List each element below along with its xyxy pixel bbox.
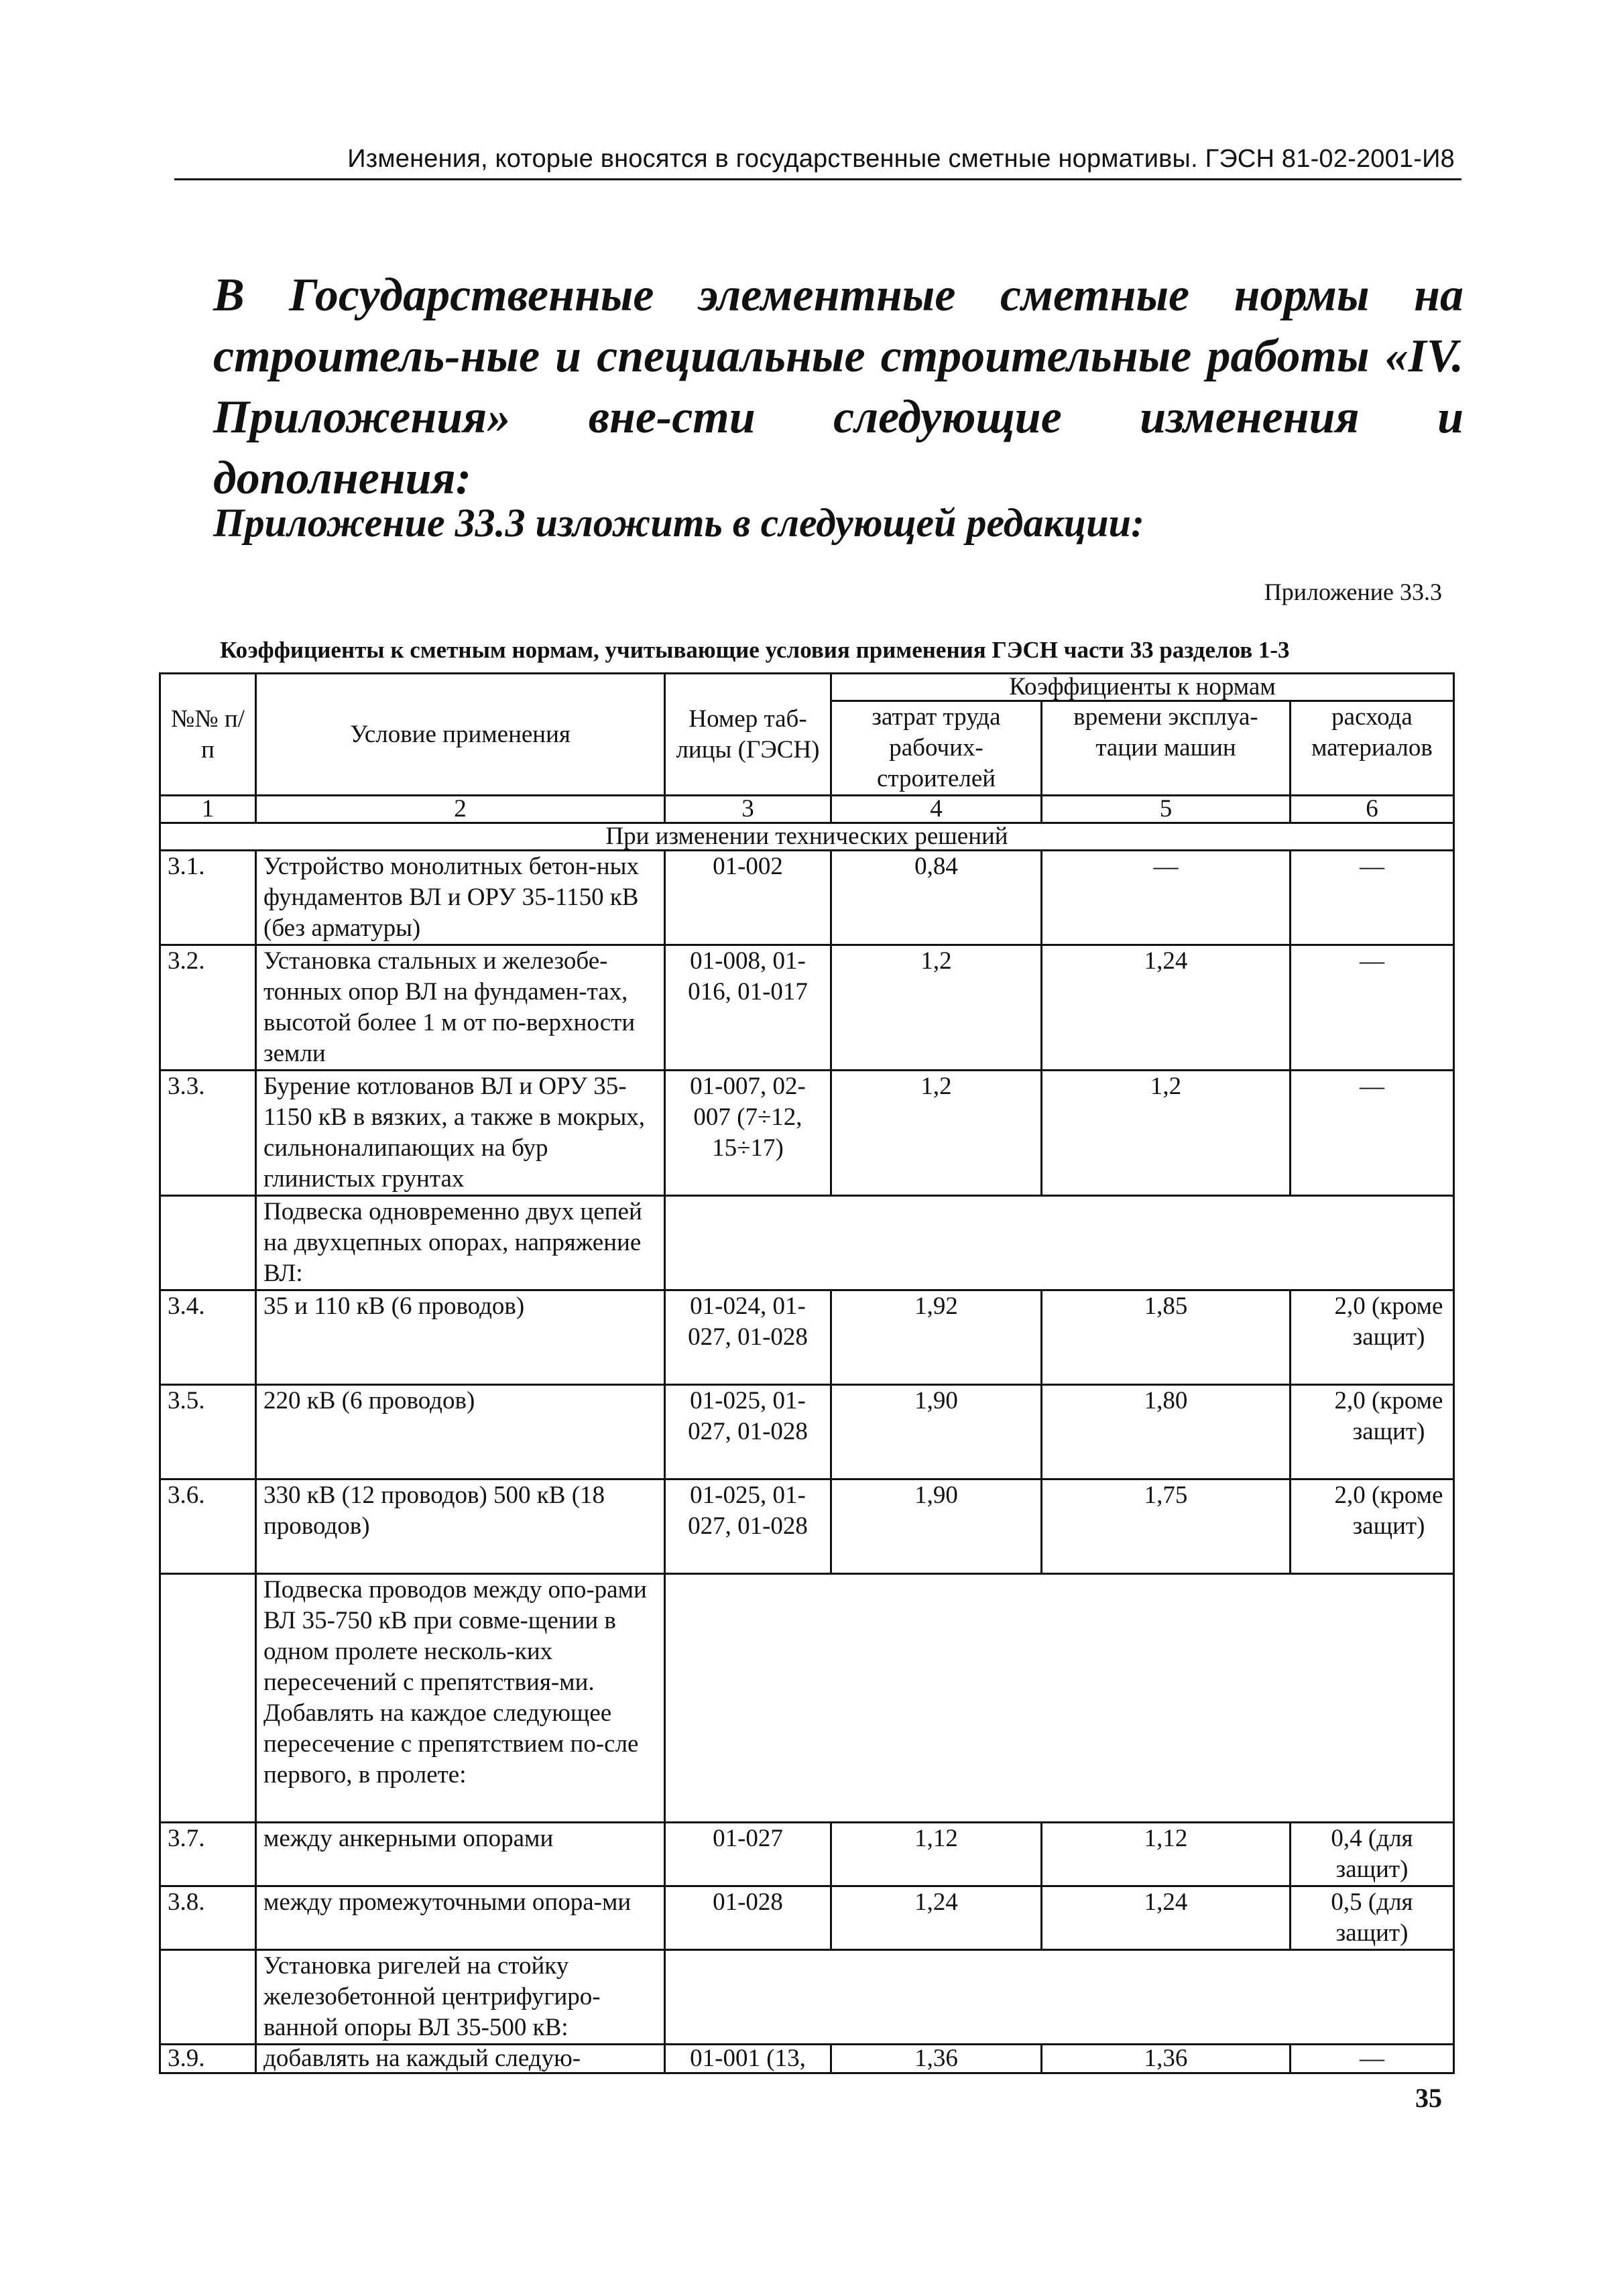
row-machines: 1,24 — [1042, 945, 1291, 1071]
row-machines: — — [1042, 851, 1291, 945]
group-empty — [665, 1574, 1454, 1823]
table-row — [160, 851, 1454, 945]
row-labor: 1,90 — [831, 1385, 1042, 1479]
group-num — [160, 1950, 256, 2045]
table-row — [160, 1385, 1454, 1479]
header-labor: затрат труда рабочих-строителей — [831, 701, 1042, 796]
row-machines: 1,12 — [1042, 1823, 1291, 1886]
row-machines: 1,24 — [1042, 1886, 1291, 1950]
header-materials: расхода материалов — [1291, 701, 1454, 796]
running-header-text: Изменения, которые вносятся в государственные сметные нормативы. ГЭСН 81-02-2001-И8 — [347, 145, 1455, 173]
row-num: 3.3. — [160, 1071, 256, 1196]
row-labor: 1,36 — [831, 2045, 1042, 2073]
header-machines: времени эксплуа-тации машин — [1042, 701, 1291, 796]
running-header — [174, 139, 1461, 180]
row-labor: 1,2 — [831, 945, 1042, 1071]
row-num: 3.9. — [160, 2045, 256, 2073]
row-materials: — — [1291, 1071, 1454, 1196]
row-condition: Бурение котлованов ВЛ и ОРУ 35-1150 кВ в вязких, а также в мокрых, сильноналипающих на бур глинистых грунтах — [256, 1071, 665, 1196]
row-condition: Устройство монолитных бетон-ных фундаментов ВЛ и ОРУ 35-1150 кВ (без арматуры) — [256, 851, 665, 945]
group-num — [160, 1196, 256, 1290]
row-labor: 1,24 — [831, 1886, 1042, 1950]
row-materials: 0,4 (для защит) — [1291, 1823, 1454, 1886]
group-empty — [665, 1950, 1454, 2045]
row-condition: Установка стальных и железобе-тонных опор ВЛ на фундамен-тах, высотой более 1 м от по-верхности земли — [256, 945, 665, 1071]
row-machines: 1,36 — [1042, 2045, 1291, 2073]
page-number: 35 — [1415, 2083, 1442, 2113]
row-table-no: 01-007, 02-007 (7÷12, 15÷17) — [665, 1071, 831, 1196]
row-labor: 1,92 — [831, 1290, 1042, 1385]
row-materials: — — [1291, 2045, 1454, 2073]
row-materials: 2,0 (кроме защит) — [1291, 1290, 1454, 1385]
row-condition: 220 кВ (6 проводов) — [256, 1385, 665, 1479]
col-number: 3 — [665, 796, 831, 823]
row-materials: — — [1291, 851, 1454, 945]
header-num: №№ п/п — [160, 674, 256, 796]
group-row — [160, 1950, 1454, 2045]
row-condition: между анкерными опорами — [256, 1823, 665, 1886]
row-condition: добавлять на каждый следую- — [256, 2045, 665, 2073]
group-num — [160, 1574, 256, 1823]
table-row — [160, 1290, 1454, 1385]
row-condition: 35 и 110 кВ (6 проводов) — [256, 1290, 665, 1385]
row-table-no: 01-025, 01-027, 01-028 — [665, 1385, 831, 1479]
table-row — [160, 1886, 1454, 1950]
col-number: 2 — [256, 796, 665, 823]
table-caption: Коэффициенты к сметным нормам, учитывающие условия применения ГЭСН части 33 разделов 1-3 — [220, 637, 1290, 663]
section-row — [160, 823, 1454, 851]
section-title: При изменении технических решений — [160, 823, 1454, 851]
row-num: 3.8. — [160, 1886, 256, 1950]
table-row — [160, 1071, 1454, 1196]
row-labor: 1,90 — [831, 1479, 1042, 1574]
coefficients-table — [159, 672, 1455, 2074]
header-condition: Условие применения — [256, 674, 665, 796]
col-number: 1 — [160, 796, 256, 823]
row-num: 3.6. — [160, 1479, 256, 1574]
table-row — [160, 1823, 1454, 1886]
intro-paragraph: В Государственные элементные сметные нормы на строитель-ные и специальные строительные работы «IV. Приложения» вне-сти следующие изменения и дополнения: — [213, 269, 1463, 504]
row-num: 3.2. — [160, 945, 256, 1071]
row-condition: между промежуточными опора-ми — [256, 1886, 665, 1950]
row-num: 3.1. — [160, 851, 256, 945]
header-table-no: Номер таб-лицы (ГЭСН) — [665, 674, 831, 796]
row-materials: 2,0 (кроме защит) — [1291, 1479, 1454, 1574]
table-row — [160, 2045, 1454, 2073]
row-machines: 1,2 — [1042, 1071, 1291, 1196]
group-condition: Подвеска одновременно двух цепей на двухцепных опорах, напряжение ВЛ: — [256, 1196, 665, 1290]
row-table-no: 01-025, 01-027, 01-028 — [665, 1479, 831, 1574]
row-labor: 1,12 — [831, 1823, 1042, 1886]
row-condition: 330 кВ (12 проводов) 500 кВ (18 проводов) — [256, 1479, 665, 1574]
table-row — [160, 945, 1454, 1071]
column-number-row — [160, 796, 1454, 823]
row-table-no: 01-001 (13, — [665, 2045, 831, 2073]
group-row — [160, 1196, 1454, 1290]
row-num: 3.4. — [160, 1290, 256, 1385]
row-table-no: 01-028 — [665, 1886, 831, 1950]
row-labor: 0,84 — [831, 851, 1042, 945]
group-row — [160, 1574, 1454, 1823]
group-empty — [665, 1196, 1454, 1290]
group-condition: Подвеска проводов между опо-рами ВЛ 35-750 кВ при совме-щении в одном пролете несколь-ких пересечений с препятствия-ми. Добавлять на каждое следующее пересечение с препятствием по-сле первого, в пролете: — [256, 1574, 665, 1823]
appendix-subheading: Приложение 33.3 изложить в следующей редакции: — [213, 501, 1144, 545]
row-materials: — — [1291, 945, 1454, 1071]
row-table-no: 01-027 — [665, 1823, 831, 1886]
row-table-no: 01-008, 01-016, 01-017 — [665, 945, 831, 1071]
table-header-row — [160, 674, 1454, 701]
col-number: 5 — [1042, 796, 1291, 823]
row-machines: 1,75 — [1042, 1479, 1291, 1574]
row-materials: 0,5 (для защит) — [1291, 1886, 1454, 1950]
row-machines: 1,85 — [1042, 1290, 1291, 1385]
row-num: 3.7. — [160, 1823, 256, 1886]
row-num: 3.5. — [160, 1385, 256, 1479]
row-machines: 1,80 — [1042, 1385, 1291, 1479]
appendix-label: Приложение 33.3 — [1264, 579, 1442, 605]
row-table-no: 01-002 — [665, 851, 831, 945]
group-condition: Установка ригелей на стойку железобетонной центрифугиро-ванной опоры ВЛ 35-500 кВ: — [256, 1950, 665, 2045]
row-materials: 2,0 (кроме защит) — [1291, 1385, 1454, 1479]
row-labor: 1,2 — [831, 1071, 1042, 1196]
row-table-no: 01-024, 01-027, 01-028 — [665, 1290, 831, 1385]
table-row — [160, 1479, 1454, 1574]
col-number: 4 — [831, 796, 1042, 823]
col-number: 6 — [1291, 796, 1454, 823]
header-coef-group: Коэффициенты к нормам — [831, 674, 1454, 701]
